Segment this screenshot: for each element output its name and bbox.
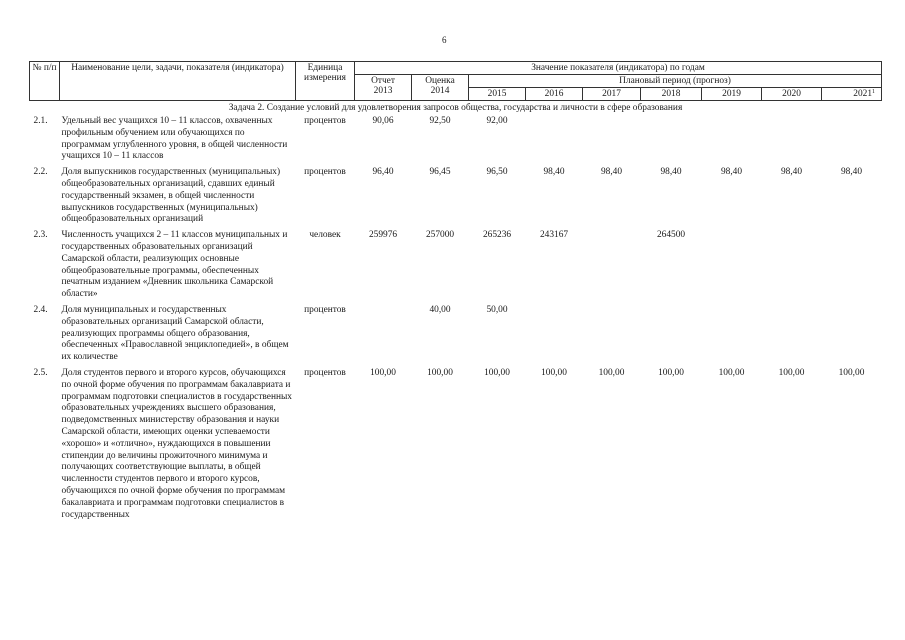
value-cell [822,230,882,305]
header-year: 2020 [762,88,822,101]
unit-cell: процентов [304,167,346,178]
row-number: 2.2. [33,167,48,178]
value-cell: 98,40 [780,167,803,178]
header-num: № п/п [30,62,60,101]
value-cell: 100,00 [658,367,684,378]
value-cell: 259976 [368,230,398,241]
indicator-name: Численность учащихся 2 – 11 классов муниципальных и государственных образовательных организаций Самарской области, реализующих основные общеобразовательные программы, обеспеченных печатным изданием «Дневник школьника Самарской области» [61,230,288,300]
table-row [30,305,882,368]
header-year-2021 [822,88,882,101]
value-cell: 96,40 [372,167,394,178]
table-row [30,167,882,230]
value-cell: 98,40 [600,167,623,178]
header-estimate-year: 2014 [430,86,450,96]
footnote-marker: 1 [872,89,876,95]
header-report [355,75,412,101]
row-number: 2.1. [33,116,48,126]
value-cell: 98,40 [543,167,565,178]
row-number: 2.5. [33,367,48,378]
value-cell: 100,00 [541,367,567,378]
header-report-year: 2013 [373,86,393,96]
value-cell [762,230,822,305]
value-cell: 98,40 [720,167,743,178]
value-cell [641,305,702,368]
header-year: 2015 [469,88,526,101]
value-cell: 243167 [539,230,569,241]
value-cell [583,305,641,368]
indicators-table [29,61,882,525]
unit-cell: человек [309,230,341,241]
header-year-label: 2021 [853,89,873,99]
value-cell: 92,00 [486,116,508,126]
value-cell [702,305,762,368]
header-name: Наименование цели, задачи, показателя (индикатора) [60,62,296,101]
header-unit: Единица измерения [296,62,355,101]
task-title: Задача 2. Создание условий для удовлетворения запросов общества, государства и личности в сфере образования [228,103,683,113]
table-row [30,230,882,305]
header-year: 2017 [583,88,641,101]
unit-cell: процентов [304,116,346,126]
value-cell: 40,00 [429,304,451,315]
value-cell [762,116,822,167]
value-cell: 96,45 [429,167,451,178]
value-cell: 90,06 [372,116,394,126]
header-estimate-label: Оценка [425,76,455,86]
unit-cell: процентов [304,367,346,378]
indicator-name: Доля муниципальных и государственных образовательных организаций Самарской области, реализующих программы общего образования, обеспеченных «Православной энциклопедией», в общем их количестве [61,304,289,363]
value-cell: 100,00 [718,367,745,378]
page-number: 6 [442,35,447,45]
value-cell: 98,40 [840,167,863,178]
header-planned: Плановый период (прогноз) [469,75,882,88]
table-row [30,368,882,525]
value-cell: 100,00 [838,367,865,378]
row-number: 2.3. [33,230,48,241]
value-cell [702,116,762,167]
indicator-name: Доля выпускников государственных (муниципальных) общеобразовательных организаций, сдавших единый государственный экзамен, в общей численности выпускников государственных (муниципальных) общеобразовательных организаций [61,167,281,225]
value-cell [526,305,583,368]
value-cell: 265236 [482,230,512,241]
value-cell [762,305,822,368]
value-cell [355,305,412,368]
unit-cell: процентов [304,304,346,315]
value-cell [702,230,762,305]
value-cell: 98,40 [660,167,682,178]
value-cell [822,305,882,368]
value-cell: 264500 [656,230,686,241]
header-report-label: Отчет [371,76,395,86]
value-cell: 100,00 [778,367,805,378]
row-number: 2.4. [33,304,48,315]
indicator-name: Доля студентов первого и второго курсов, обучающихся по очной форме обучения по программам бакалавриата и программам подготовки специалистов в государственных образовательных учреждениях высшего образования, подведомственных министерству образования и науки Самарской области, имеющих оценки успеваемости «хорошо» и «отлично», нуждающихся в повышении стипендии до величины прожиточного минимума и получающих соответствующие выплаты, в общей численности студентов первого и второго курсов, обучающихся по очной форме обучения по программам бакалавриата и программам подготовки специалистов в государственных [61,367,292,520]
header-estimate [412,75,469,101]
header-year: 2019 [702,88,762,101]
value-cell: 100,00 [598,367,625,378]
indicator-name: Удельный вес учащихся 10 – 11 классов, охваченных профильным обучением или обучающихся по программам углубленного уровня, в общей численности учащихся 10 – 11 классов [61,116,288,162]
value-cell [526,116,583,167]
header-year: 2018 [641,88,702,101]
table-row [30,116,882,167]
value-cell [822,116,882,167]
value-cell: 50,00 [486,304,508,315]
header-values: Значение показателя (индикатора) по годам [355,62,882,75]
value-cell [583,230,641,305]
value-cell: 257000 [425,230,455,241]
value-cell [641,116,702,167]
value-cell: 96,50 [486,167,508,178]
value-cell: 100,00 [484,367,510,378]
value-cell [583,116,641,167]
value-cell: 92,50 [429,116,451,126]
header-year: 2016 [526,88,583,101]
value-cell: 100,00 [427,367,453,378]
value-cell: 100,00 [370,367,396,378]
